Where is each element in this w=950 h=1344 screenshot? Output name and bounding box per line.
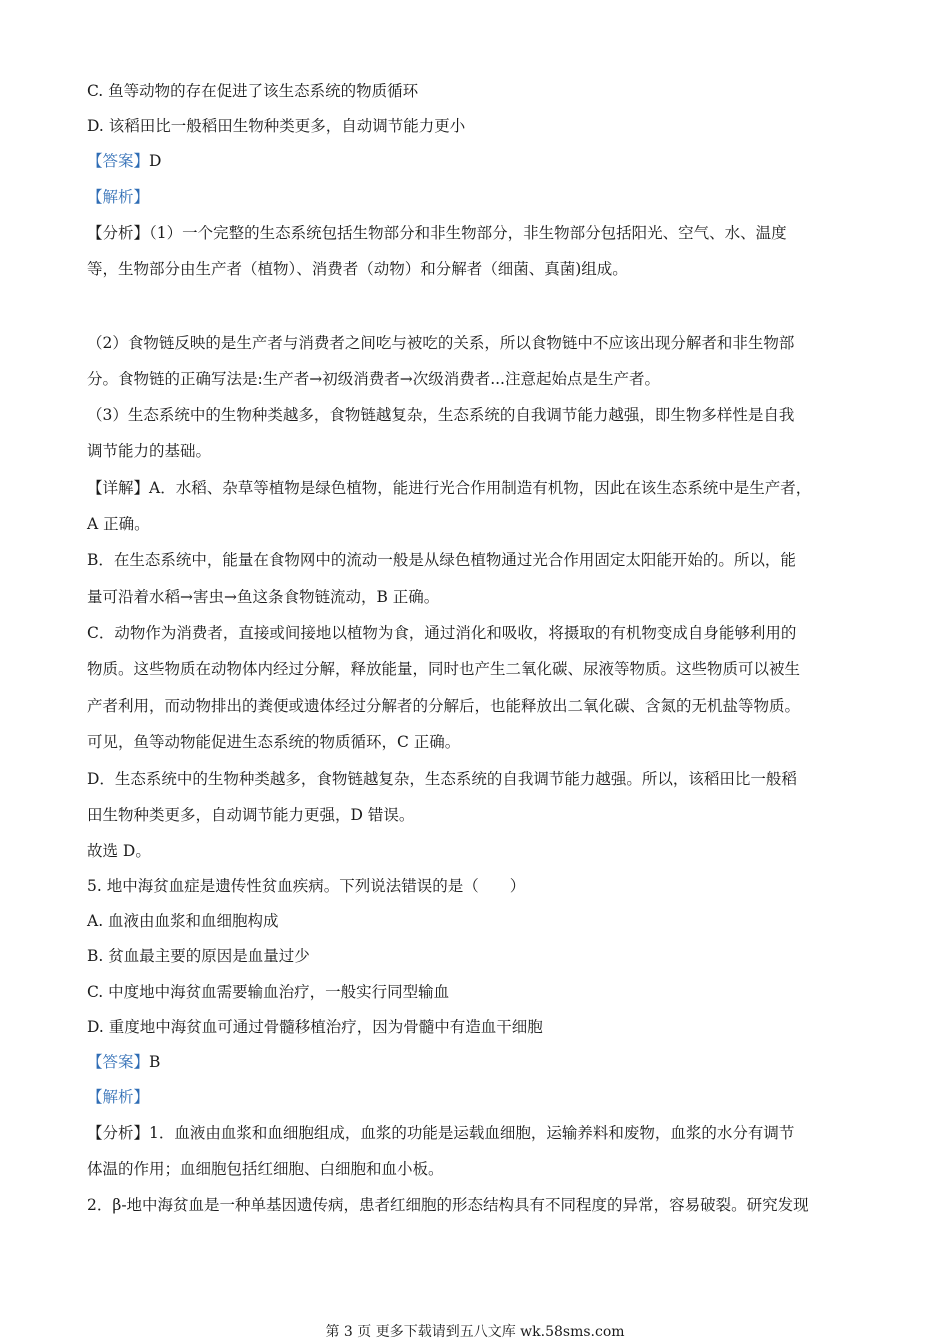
text-line: D．生态系统中的生物种类越多，食物链越复杂，生态系统的自我调节能力越强。所以，该稻田比一般稻: [87, 770, 797, 788]
analysis-heading: [87, 187, 870, 207]
text-line: 产者利用，而动物排出的粪便或遗体经过分解者的分解后，也能释放出二氧化碳、含氮的无机盐等物质。: [87, 697, 801, 715]
text-line: 量可沿着水稻→害虫→鱼这条食物链流动，B 正确。: [87, 588, 440, 606]
text-line: 分。食物链的正确写法是:生产者→初级消费者→次级消费者...注意起始点是生产者。: [87, 370, 660, 388]
answer-line: [87, 1052, 870, 1072]
text-line: 2．β-地中海贫血是一种单基因遗传病，患者红细胞的形态结构具有不同程度的异常，容易破裂。研究发现: [87, 1196, 809, 1214]
text-line: 物质。这些物质在动物体内经过分解，释放能量，同时也产生二氧化碳、尿液等物质。这些物质可以被生: [87, 660, 801, 678]
option-b-line: B. 贫血最主要的原因是血量过少: [87, 947, 310, 965]
option-d-line: D. 重度地中海贫血可通过骨髓移植治疗，因为骨髓中有造血干细胞: [87, 1018, 543, 1036]
text-line: 【分析】1．血液由血浆和血细胞组成，血浆的功能是运载血细胞，运输养料和废物，血浆的水分有调节: [87, 1124, 795, 1142]
answer-value: B: [149, 1053, 161, 1071]
text-line: （2）食物链反映的是生产者与消费者之间吃与被吃的关系，所以食物链中不应该出现分解者和非生物部: [87, 334, 795, 352]
text-line: A 正确。: [87, 515, 150, 533]
text-line: 田生物种类更多，自动调节能力更强，D 错误。: [87, 806, 415, 824]
text-line: 【详解】A．水稻、杂草等植物是绿色植物，能进行光合作用制造有机物，因此在该生态系统中是生产者，: [87, 479, 812, 497]
answer-value: D: [149, 152, 162, 170]
text-line: B．在生态系统中，能量在食物网中的流动一般是从绿色植物通过光合作用固定太阳能开始的。所以，能: [87, 551, 796, 569]
option-d-line: D. 该稻田比一般稻田生物种类更多，自动调节能力更小: [87, 117, 466, 135]
text-line: 调节能力的基础。: [87, 442, 212, 460]
text-line: 【分析】（1）一个完整的生态系统包括生物部分和非生物部分，非生物部分包括阳光、空气、水、温度: [87, 224, 787, 242]
option-a-line: A. 血液由血浆和血细胞构成: [87, 912, 279, 930]
answer-line: [87, 151, 870, 171]
text-line: 等，生物部分由生产者（植物）、消费者（动物）和分解者（细菌、真菌)组成。: [87, 260, 628, 278]
answer-tag: 【答案】: [87, 152, 150, 170]
option-c-line: C. 中度地中海贫血需要输血治疗，一般实行同型输血: [87, 983, 450, 1001]
text-line: （3）生态系统中的生物种类越多，食物链越复杂，生态系统的自我调节能力越强，即生物多样性是自我: [87, 406, 795, 424]
analysis-heading: [87, 1087, 870, 1107]
text-line: 可见，鱼等动物能促进生态系统的物质循环，C 正确。: [87, 733, 461, 751]
answer-tag: 【答案】: [87, 1053, 150, 1071]
analysis-tag: 【解析】: [87, 1088, 150, 1106]
option-c-line: C. 鱼等动物的存在促进了该生态系统的物质循环: [87, 82, 419, 100]
text-line: 故选 D。: [87, 842, 151, 860]
question-5: 5. 地中海贫血症是遗传性贫血疾病。下列说法错误的是（ ）: [87, 877, 526, 895]
analysis-tag: 【解析】: [87, 188, 150, 206]
text-line: 体温的作用；血细胞包括红细胞、白细胞和血小板。: [87, 1160, 444, 1178]
page-footer: 第 3 页 更多下载请到五八文库 wk.58sms.com: [325, 1324, 625, 1340]
text-line: C．动物作为消费者，直接或间接地以植物为食，通过消化和吸收，将摄取的有机物变成自身能够利用的: [87, 624, 797, 642]
